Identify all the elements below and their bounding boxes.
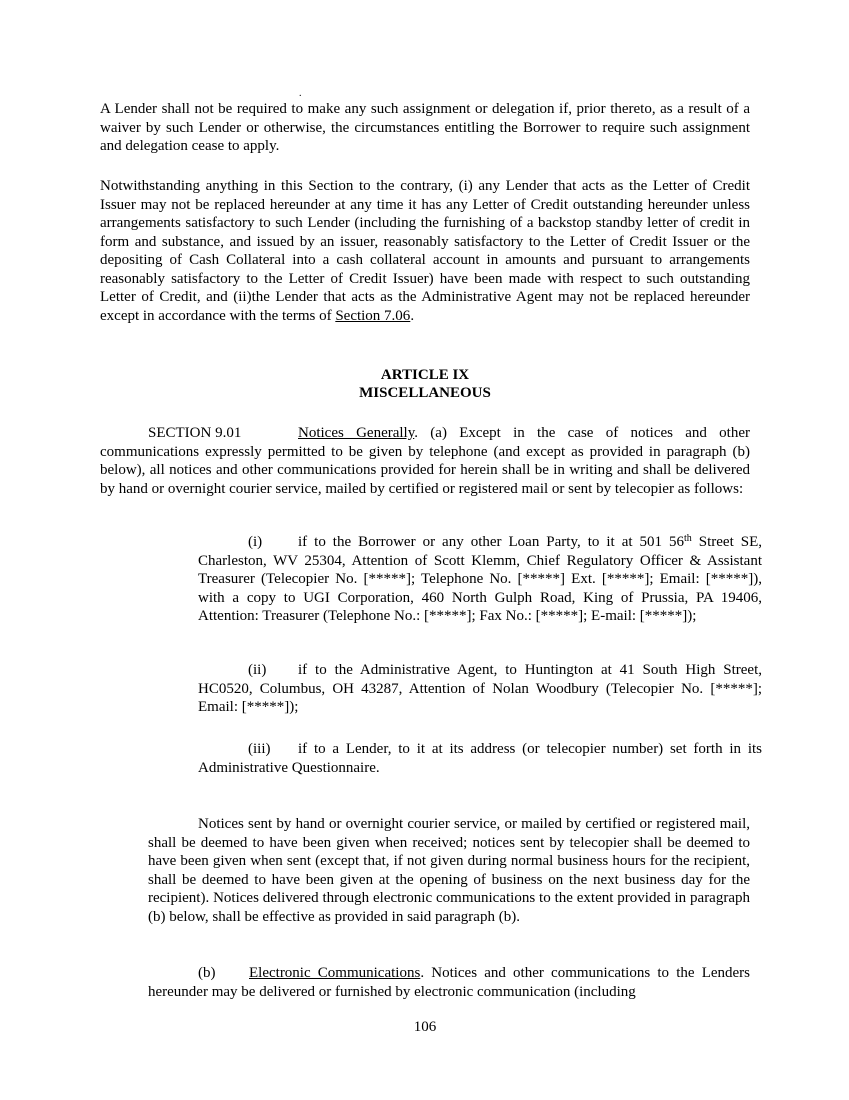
section-number: SECTION 9.01: [148, 425, 242, 441]
item-text: if to a Lender, to it at its address (or telecopier number) set forth in its Administrative Questionnaire.: [198, 741, 762, 776]
paragraph-electronic-communications: [148, 964, 750, 1001]
ordinal-suffix: th: [684, 533, 692, 544]
electronic-communications-title: Electronic Communications: [249, 965, 421, 981]
section-title: Notices Generally: [298, 425, 415, 441]
notice-item-ii: [198, 661, 762, 717]
item-text: if to the Borrower or any other Loan Party, to it at 501 56: [298, 534, 684, 550]
item-label: (i): [248, 534, 263, 550]
article-title: ARTICLE IX: [380, 367, 470, 383]
item-text: if to the Administrative Agent, to Huntington at 41 South High Street, HC0520, Columbus, OH 43287, Attention of Nolan Woodbury (Telecopier No. [*****]; Email: [*****]);: [198, 662, 762, 715]
electronic-communications-text: . Notices and other communications to the Lenders hereunder may be delivered or furnished by electronic communication (including: [148, 965, 751, 1000]
paragraph-notwithstanding-text: Notwithstanding anything in this Section to the contrary, (i) any Lender that acts as the Letter of Credit Issuer may not be replaced hereunder at any time it has any Letter of Credit outstanding hereunder unless arrangements satisfactory to such Lender (including the furnishing of a backstop standby letter of credit in form and substance, and issued by an issuer, reasonably satisfactory to the Letter of Credit Issuer or the depositing of Cash Collateral into a cash collateral account in amounts and pursuant to arrangements reasonably satisfactory to the Letter of Credit Issuer) have been made with respect to such outstanding Letter of Credit, and (ii)the Lender that acts as the Administrative Agent may not be replaced hereunder except in accordance with the terms of: [100, 178, 750, 324]
article-subtitle: MISCELLANEOUS: [359, 385, 491, 401]
page-number: 106: [413, 1019, 437, 1035]
section-901-paragraph: [100, 424, 750, 498]
item-label: (ii): [248, 662, 267, 678]
section-901-text: . (a) Except in the case of notices and other communications expressly permitted to be given by telephone (and except as provided in paragraph (b) below), all notices and other communications provided for herein shall be in writing and shall be delivered by hand or overnight courier service, mailed by certified or registered mail or sent by telecopier as follows:: [100, 425, 751, 497]
item-label: (iii): [248, 741, 271, 757]
paragraph-notices-deemed: Notices sent by hand or overnight courier service, or mailed by certified or registered mail, shall be deemed to have been given when received; notices sent by telecopier shall be deemed to have been given when sent (except that, if not given during normal business hours for the recipient, shall be deemed to have been given at the opening of business on the next business day for the recipient). Notices delivered through electronic communications to the extent provided in paragraph (b) below, shall be effective as provided in said paragraph (b).: [148, 816, 750, 925]
notice-item-i: [198, 533, 762, 626]
paragraph-lender-assignment: A Lender shall not be required to make any such assignment or delegation if, prior thereto, as a result of a waiver by such Lender or otherwise, the circumstances entitling the Borrower to require such assignment and delegation cease to apply.: [100, 101, 750, 154]
item-text-continued: Street SE, Charleston, WV 25304, Attention of Scott Klemm, Chief Regulatory Officer & Assistant Treasurer (Telecopier No. [*****]; Telephone No. [*****] Ext. [*****]; Email: [*****]), with a copy to UGI Corporation, 460 North Gulph Road, King of Prussia, PA 19406, Attention: Treasurer (Telephone No.: [*****]; Fax No.: [*****]; E-mail: [*****]);: [198, 534, 762, 624]
dot-mark: .: [299, 88, 302, 99]
item-label: (b): [198, 965, 216, 981]
section-706-reference: Section 7.06: [335, 307, 411, 324]
notice-item-iii: [198, 740, 762, 777]
paragraph-notwithstanding: Notwithstanding anything in this Section to the contrary, (i) any Lender that acts as the Letter of Credit Issuer may not be replaced hereunder at any time it has any Letter of Credit outstanding hereunder unless arrangements satisfactory to such Lender (including the furnishing of a backstop standby letter of credit in form and substance, and issued by an issuer, reasonably satisfactory to the Letter of Credit Issuer or the depositing of Cash Collateral into a cash collateral account in amounts and pursuant to arrangements reasonably satisfactory to the Letter of Credit Issuer) have been made with respect to such outstanding Letter of Credit, and (ii)the Lender that acts as the Administrative Agent may not be replaced hereunder except in accordance with the terms of Section 7.06.: [100, 178, 750, 324]
